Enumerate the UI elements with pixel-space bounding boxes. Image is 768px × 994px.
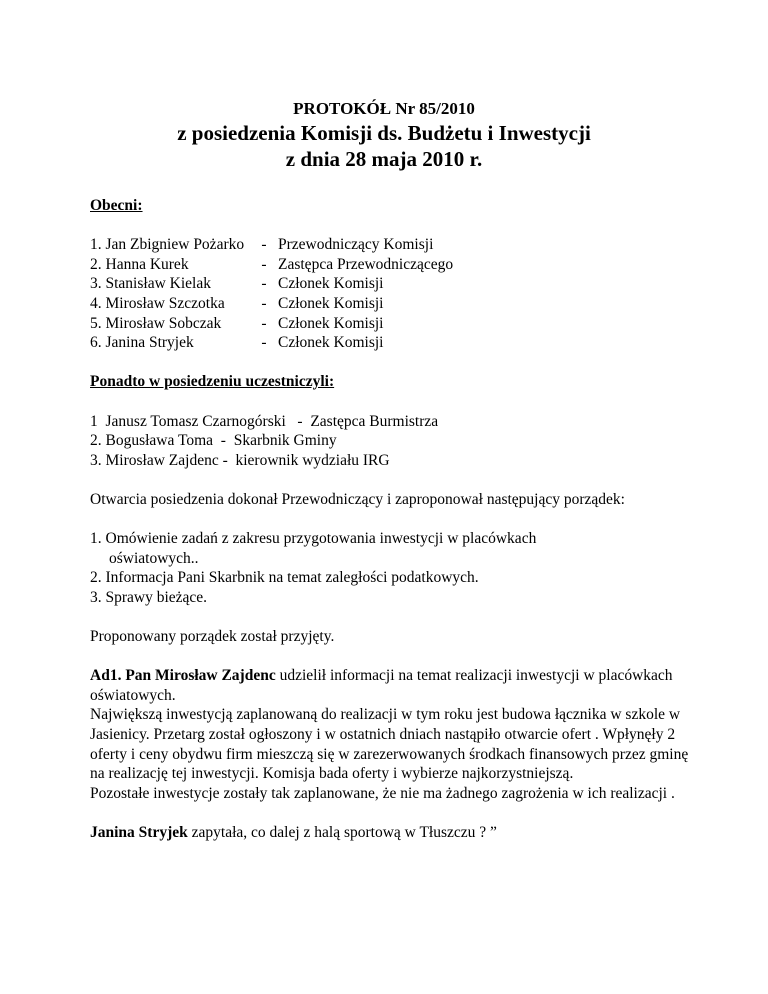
document-title xyxy=(0,98,768,172)
meeting-subject: z posiedzenia Komisji ds. Budżetu i Inwestycji xyxy=(177,121,591,145)
question-paragraph xyxy=(90,823,690,843)
separator: - xyxy=(261,314,267,332)
ad1-paragraph xyxy=(90,666,690,705)
separator: - xyxy=(261,334,267,352)
speaker-name: Janina Stryjek xyxy=(90,824,188,841)
ad1-conclusion: Pozostałe inwestycje zostały tak zaplanowane, że nie ma żadnego zagrożenia w ich realizacji . xyxy=(90,784,675,802)
separator: - xyxy=(261,275,267,293)
attendee-role: Członek Komisji xyxy=(278,314,384,332)
participants-heading: Ponadto w posiedzeniu uczestniczyli: xyxy=(90,373,335,391)
participant-item: 3. Mirosław Zajdenc - kierownik wydziału IRG xyxy=(90,451,390,469)
attendee-role: Przewodniczący Komisji xyxy=(278,236,434,254)
attendee-row xyxy=(90,235,690,255)
attendee-row xyxy=(90,333,690,353)
attendee-name: 6. Janina Stryjek xyxy=(90,334,194,352)
attendee-row xyxy=(90,314,690,334)
agenda-accepted: Proponowany porządek został przyjęty. xyxy=(90,628,335,646)
separator: - xyxy=(261,294,267,312)
separator: - xyxy=(261,255,267,273)
attendee-name: 4. Mirosław Szczotka xyxy=(90,294,225,312)
attendees-list xyxy=(90,235,690,353)
attendee-name: 2. Hanna Kurek xyxy=(90,255,189,273)
participants-list xyxy=(90,412,690,471)
attendee-name: 1. Jan Zbigniew Pożarko xyxy=(90,236,245,254)
attendee-role: Członek Komisji xyxy=(278,294,384,312)
participant-item: 2. Bogusława Toma - Skarbnik Gminy xyxy=(90,432,337,450)
document-body xyxy=(90,196,690,843)
attendee-name: 5. Mirosław Sobczak xyxy=(90,314,222,332)
protocol-number: PROTOKÓŁ Nr 85/2010 xyxy=(293,99,475,118)
participant-item: 1 Janusz Tomasz Czarnogórski - Zastępca Burmistrza xyxy=(90,412,439,430)
attendee-name: 3. Stanisław Kielak xyxy=(90,275,211,293)
ad1-details: Największą inwestycją zaplanowaną do realizacji w tym roku jest budowa łącznika w szkole w Jasienicy. Przetarg został ogłoszony i w ostatnich dniach nastąpiło otwarcie ofert . Wpłynęły 2 oferty i ceny obydwu firm mieszczą się w zarezerwowanych środkach finansowych przez gminę na realizację tej inwestycji. Komisja bada oferty i wybierze najkorzystniejszą. xyxy=(90,706,689,783)
question-text: zapytała, co dalej z halą sportową w Tłuszczu ? ” xyxy=(191,824,497,841)
agenda-item: 1. Omówienie zadań z zakresu przygotowania inwestycji w placówkach xyxy=(90,530,537,548)
attendees-heading: Obecni: xyxy=(90,197,143,214)
ad1-text: udzielił informacji na temat realizacji inwestycji w placówkach oświatowych. xyxy=(90,667,673,704)
agenda-item-continuation: oświatowych.. xyxy=(109,549,199,567)
agenda-item: 2. Informacja Pani Skarbnik na temat zaległości podatkowych. xyxy=(90,569,479,587)
attendee-row xyxy=(90,294,690,314)
meeting-date: z dnia 28 maja 2010 r. xyxy=(285,147,483,171)
attendee-role: Członek Komisji xyxy=(278,334,384,352)
attendee-role: Członek Komisji xyxy=(278,275,384,293)
attendee-role: Zastępca Przewodniczącego xyxy=(278,255,454,273)
ad1-label: Ad1. Pan Mirosław Zajdenc xyxy=(90,667,276,685)
attendee-row xyxy=(90,255,690,275)
attendee-row xyxy=(90,274,690,294)
agenda-list xyxy=(90,529,690,607)
agenda-item: 3. Sprawy bieżące. xyxy=(90,588,208,606)
separator: - xyxy=(261,236,267,254)
intro-paragraph: Otwarcia posiedzenia dokonał Przewodniczący i zaproponował następujący porządek: xyxy=(90,490,625,508)
